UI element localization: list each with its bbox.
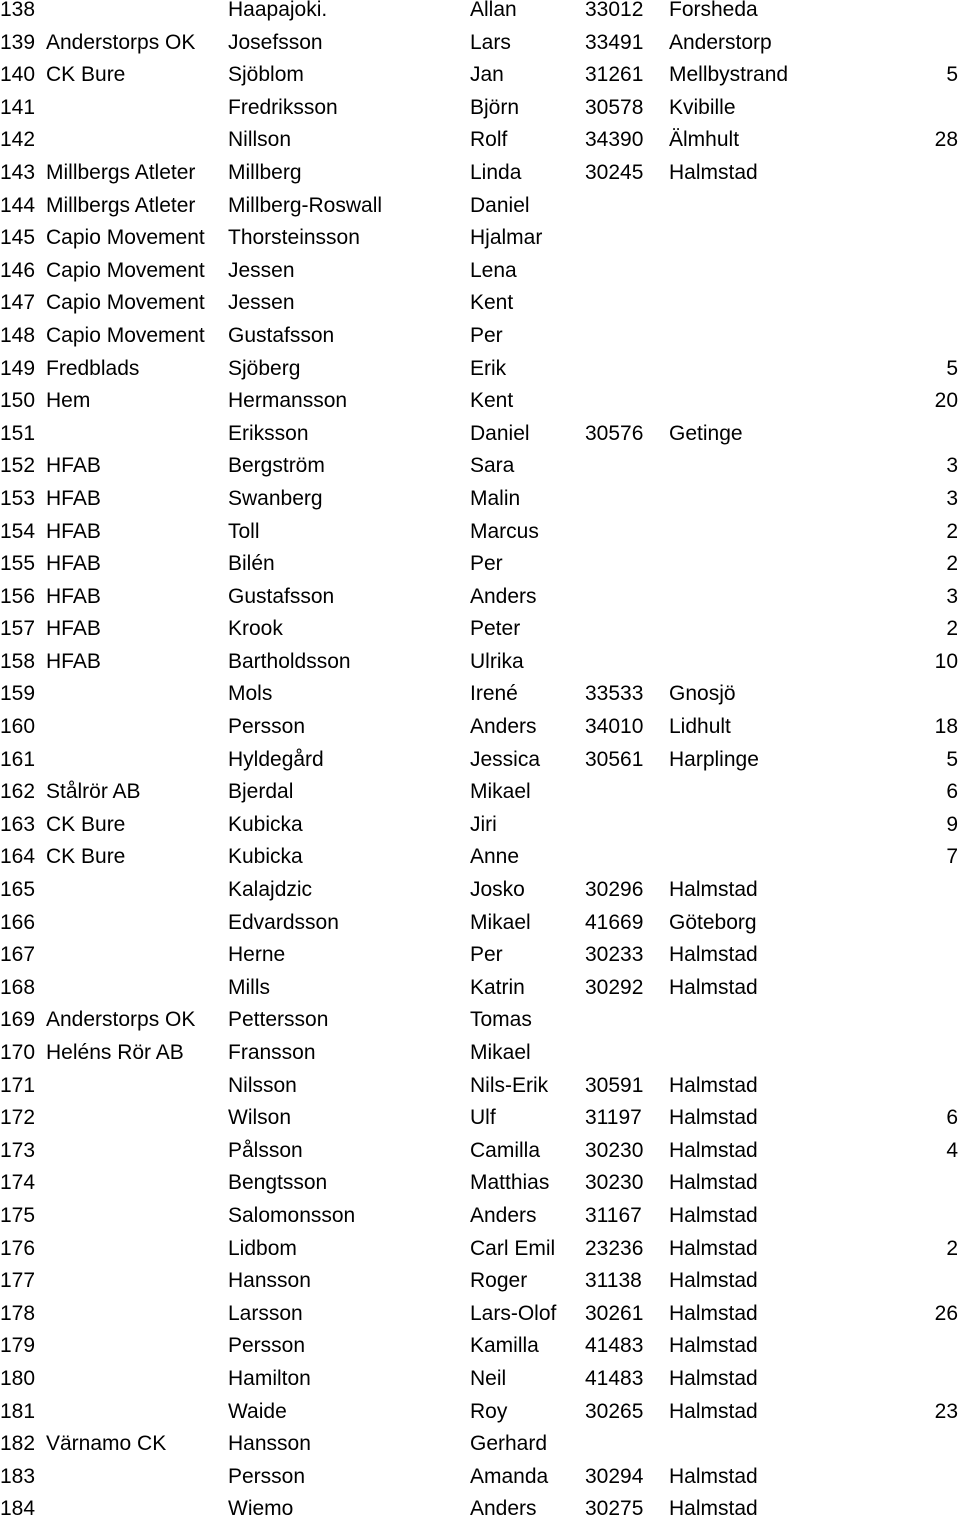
row-number: 155	[0, 552, 36, 576]
last-name: Hyldegård	[228, 747, 324, 771]
last-name: Kalajdzic	[228, 878, 313, 902]
last-name: Haapajoki.	[228, 0, 328, 21]
last-name: Pettersson	[228, 1008, 329, 1032]
city-name: Halmstad	[669, 1301, 758, 1325]
row-number: 139	[0, 30, 36, 54]
table-row	[0, 809, 960, 842]
first-name: Mikael	[470, 780, 531, 804]
extra-value: 2	[946, 617, 958, 641]
last-name: Persson	[228, 1464, 306, 1488]
extra-value: 3	[946, 486, 958, 510]
extra-value: 2	[946, 552, 958, 576]
table-row	[0, 450, 960, 483]
city-name: Halmstad	[669, 1399, 758, 1423]
row-number: 158	[0, 649, 36, 673]
club-name: HFAB	[46, 649, 101, 673]
table-row	[0, 841, 960, 874]
row-number: 144	[0, 193, 36, 217]
last-name: Sjöblom	[228, 63, 304, 87]
table-row	[0, 939, 960, 972]
last-name: Josefsson	[228, 30, 323, 54]
table-row	[0, 1004, 960, 1037]
table-row	[0, 1396, 960, 1429]
row-number: 148	[0, 323, 36, 347]
row-number: 156	[0, 584, 36, 608]
row-number: 175	[0, 1203, 36, 1227]
table-row	[0, 1493, 960, 1526]
row-number: 154	[0, 519, 36, 543]
table-row	[0, 124, 960, 157]
row-number: 162	[0, 780, 36, 804]
postal-code: 31138	[585, 1269, 642, 1293]
first-name: Lars-Olof	[470, 1301, 557, 1325]
table-row	[0, 1200, 960, 1233]
city-name: Halmstad	[669, 1106, 758, 1130]
city-name: Halmstad	[669, 1464, 758, 1488]
city-name: Halmstad	[669, 1203, 758, 1227]
first-name: Anders	[470, 1203, 537, 1227]
table-row	[0, 1265, 960, 1298]
row-number: 180	[0, 1366, 36, 1390]
row-number: 182	[0, 1432, 36, 1456]
club-name: HFAB	[46, 519, 101, 543]
table-row	[0, 287, 960, 320]
club-name: CK Bure	[46, 812, 126, 836]
table-row	[0, 744, 960, 777]
postal-code: 41483	[585, 1334, 644, 1358]
city-name: Forsheda	[669, 0, 758, 21]
city-name: Älmhult	[669, 128, 740, 152]
postal-code: 30561	[585, 747, 644, 771]
table-row	[0, 1461, 960, 1494]
row-number: 152	[0, 454, 36, 478]
city-name: Gnosjö	[669, 682, 736, 706]
table-row	[0, 483, 960, 516]
last-name: Larsson	[228, 1301, 303, 1325]
row-number: 177	[0, 1269, 36, 1293]
postal-code: 31197	[585, 1106, 642, 1130]
first-name: Peter	[470, 617, 521, 641]
last-name: Bartholdsson	[228, 649, 351, 673]
row-number: 184	[0, 1497, 36, 1521]
club-name: HFAB	[46, 617, 101, 641]
first-name: Jan	[470, 63, 504, 87]
first-name: Nils-Erik	[470, 1073, 549, 1097]
first-name: Per	[470, 323, 503, 347]
row-number: 153	[0, 486, 36, 510]
last-name: Waide	[228, 1399, 287, 1423]
first-name: Per	[470, 943, 503, 967]
row-number: 179	[0, 1334, 36, 1358]
city-name: Getinge	[669, 421, 743, 445]
extra-value: 7	[946, 845, 958, 869]
club-name: Fredblads	[46, 356, 140, 380]
row-number: 172	[0, 1106, 36, 1130]
first-name: Carl Emil	[470, 1236, 556, 1260]
last-name: Mols	[228, 682, 273, 706]
table-row	[0, 776, 960, 809]
postal-code: 33533	[585, 682, 644, 706]
first-name: Katrin	[470, 975, 525, 999]
city-name: Halmstad	[669, 975, 758, 999]
row-number: 157	[0, 617, 36, 641]
city-name: Halmstad	[669, 1171, 758, 1195]
table-row	[0, 1037, 960, 1070]
row-number: 147	[0, 291, 36, 315]
last-name: Edvardsson	[228, 910, 339, 934]
extra-value: 2	[946, 519, 958, 543]
row-number: 176	[0, 1236, 36, 1260]
first-name: Jessica	[470, 747, 541, 771]
club-name: HFAB	[46, 552, 101, 576]
postal-code: 30245	[585, 160, 644, 184]
club-name: CK Bure	[46, 63, 126, 87]
table-row	[0, 320, 960, 353]
last-name: Swanberg	[228, 486, 323, 510]
club-name: Värnamo CK	[46, 1432, 167, 1456]
table-row	[0, 27, 960, 60]
first-name: Anders	[470, 715, 537, 739]
table-row	[0, 874, 960, 907]
city-name: Kvibille	[669, 95, 736, 119]
table-row	[0, 1070, 960, 1103]
last-name: Sjöberg	[228, 356, 301, 380]
city-name: Halmstad	[669, 1497, 758, 1521]
first-name: Ulrika	[470, 649, 524, 673]
row-number: 141	[0, 95, 36, 119]
city-name: Halmstad	[669, 1366, 758, 1390]
club-name: HFAB	[46, 584, 101, 608]
table-row	[0, 516, 960, 549]
city-name: Göteborg	[669, 910, 757, 934]
last-name: Persson	[228, 1334, 306, 1358]
postal-code: 30233	[585, 943, 644, 967]
last-name: Fransson	[228, 1041, 316, 1064]
club-name: Capio Movement	[46, 323, 205, 347]
last-name: Hansson	[228, 1269, 311, 1293]
city-name: Halmstad	[669, 943, 758, 967]
postal-code: 30265	[585, 1399, 644, 1423]
row-number: 168	[0, 975, 36, 999]
row-number: 151	[0, 421, 36, 445]
last-name: Nilsson	[228, 1073, 297, 1097]
city-name: Anderstorp	[669, 30, 772, 54]
postal-code: 30292	[585, 975, 644, 999]
table-row	[0, 1363, 960, 1396]
last-name: Bilén	[228, 552, 275, 576]
last-name: Herne	[228, 943, 286, 967]
table-row	[0, 1167, 960, 1200]
postal-code: 34010	[585, 715, 644, 739]
first-name: Camilla	[470, 1138, 541, 1162]
postal-code: 23236	[585, 1236, 644, 1260]
last-name: Krook	[228, 617, 283, 641]
city-name: Halmstad	[669, 878, 758, 902]
postal-code: 33012	[585, 0, 644, 21]
extra-value: 18	[934, 715, 958, 739]
postal-code: 34390	[585, 128, 644, 152]
last-name: Hansson	[228, 1432, 311, 1456]
first-name: Daniel	[470, 193, 530, 217]
row-number: 140	[0, 63, 36, 87]
club-name: Capio Movement	[46, 226, 205, 250]
last-name: Kubicka	[228, 812, 303, 836]
postal-code: 30296	[585, 878, 644, 902]
row-number: 169	[0, 1008, 36, 1032]
city-name: Lidhult	[669, 715, 731, 739]
extra-value: 3	[946, 584, 958, 608]
first-name: Amanda	[470, 1464, 549, 1488]
extra-value: 26	[934, 1301, 958, 1325]
row-number: 150	[0, 389, 36, 413]
last-name: Thorsteinsson	[228, 226, 360, 250]
first-name: Neil	[470, 1366, 507, 1390]
last-name: Mills	[228, 975, 270, 999]
row-number: 159	[0, 682, 36, 706]
extra-value: 4	[946, 1138, 958, 1162]
extra-value: 3	[946, 454, 958, 478]
extra-value: 2	[946, 1236, 958, 1260]
club-name: Millbergs Atleter	[46, 193, 196, 217]
first-name: Lars	[470, 30, 511, 54]
first-name: Malin	[470, 486, 521, 510]
last-name: Kubicka	[228, 845, 303, 869]
extra-value: 5	[946, 747, 958, 771]
first-name: Daniel	[470, 421, 530, 445]
postal-code: 30591	[585, 1073, 644, 1097]
table-row	[0, 972, 960, 1005]
first-name: Kent	[470, 389, 514, 413]
table-row	[0, 581, 960, 614]
club-name: CK Bure	[46, 845, 126, 869]
first-name: Per	[470, 552, 503, 576]
last-name: Bergström	[228, 454, 325, 478]
first-name: Jiri	[470, 812, 497, 836]
row-number: 146	[0, 258, 36, 282]
first-name: Mikael	[470, 1041, 531, 1064]
last-name: Persson	[228, 715, 306, 739]
last-name: Salomonsson	[228, 1203, 356, 1227]
club-name: HFAB	[46, 454, 101, 478]
last-name: Eriksson	[228, 421, 309, 445]
extra-value: 23	[934, 1399, 958, 1423]
table-row	[0, 157, 960, 190]
table-row	[0, 1135, 960, 1168]
postal-code: 30578	[585, 95, 644, 119]
first-name: Lena	[470, 258, 517, 282]
row-number: 160	[0, 715, 36, 739]
row-number: 142	[0, 128, 36, 152]
postal-code: 41483	[585, 1366, 644, 1390]
first-name: Rolf	[470, 128, 508, 152]
row-number: 149	[0, 356, 36, 380]
table-row	[0, 0, 960, 27]
city-name: Halmstad	[669, 1073, 758, 1097]
row-number: 165	[0, 878, 36, 902]
city-name: Halmstad	[669, 1236, 758, 1260]
first-name: Kent	[470, 291, 514, 315]
table-row	[0, 418, 960, 451]
row-number: 181	[0, 1399, 36, 1423]
table-row	[0, 1233, 960, 1266]
extra-value: 10	[934, 649, 958, 673]
table-row	[0, 711, 960, 744]
last-name: Gustafsson	[228, 323, 335, 347]
club-name: Stålrör AB	[46, 780, 141, 804]
first-name: Allan	[470, 0, 517, 21]
extra-value: 6	[946, 780, 958, 804]
table-row	[0, 1428, 960, 1461]
first-name: Matthias	[470, 1171, 550, 1195]
row-number: 178	[0, 1301, 36, 1325]
last-name: Bjerdal	[228, 780, 294, 804]
row-number: 163	[0, 812, 36, 836]
club-name: Hem	[46, 389, 91, 413]
city-name: Halmstad	[669, 1269, 758, 1293]
table-row	[0, 646, 960, 679]
postal-code: 41669	[585, 910, 644, 934]
row-number: 166	[0, 910, 36, 934]
row-number: 143	[0, 160, 36, 184]
row-number: 138	[0, 0, 36, 21]
extra-value: 5	[946, 356, 958, 380]
first-name: Gerhard	[470, 1432, 548, 1456]
row-number: 183	[0, 1464, 36, 1488]
first-name: Irené	[470, 682, 518, 706]
postal-code: 30230	[585, 1171, 644, 1195]
table-row	[0, 548, 960, 581]
table-row	[0, 190, 960, 223]
table-row	[0, 59, 960, 92]
row-number: 167	[0, 943, 36, 967]
extra-value: 9	[946, 812, 958, 836]
first-name: Mikael	[470, 910, 531, 934]
row-number: 171	[0, 1073, 36, 1097]
postal-code: 31167	[585, 1203, 642, 1227]
table-row	[0, 255, 960, 288]
city-name: Halmstad	[669, 1334, 758, 1358]
last-name: Pålsson	[228, 1138, 303, 1162]
city-name: Halmstad	[669, 160, 758, 184]
postal-code: 30275	[585, 1497, 644, 1521]
first-name: Hjalmar	[470, 226, 543, 250]
last-name: Jessen	[228, 291, 295, 315]
last-name: Lidbom	[228, 1236, 297, 1260]
club-name: Heléns Rör AB	[46, 1041, 184, 1064]
last-name: Hamilton	[228, 1366, 311, 1390]
postal-code: 30230	[585, 1138, 644, 1162]
club-name: Capio Movement	[46, 258, 205, 282]
first-name: Kamilla	[470, 1334, 539, 1358]
first-name: Sara	[470, 454, 515, 478]
first-name: Josko	[470, 878, 525, 902]
row-number: 174	[0, 1171, 36, 1195]
postal-code: 30261	[585, 1301, 644, 1325]
first-name: Erik	[470, 356, 507, 380]
table-row	[0, 353, 960, 386]
last-name: Hermansson	[228, 389, 348, 413]
first-name: Marcus	[470, 519, 539, 543]
last-name: Jessen	[228, 258, 295, 282]
extra-value: 6	[946, 1106, 958, 1130]
table-row	[0, 678, 960, 711]
first-name: Linda	[470, 160, 522, 184]
first-name: Roger	[470, 1269, 528, 1293]
club-name: Millbergs Atleter	[46, 160, 196, 184]
postal-code: 31261	[585, 63, 644, 87]
postal-code: 33491	[585, 30, 644, 54]
club-name: Anderstorps OK	[46, 1008, 196, 1032]
last-name: Bengtsson	[228, 1171, 328, 1195]
city-name: Harplinge	[669, 747, 759, 771]
city-name: Mellbystrand	[669, 63, 789, 87]
last-name: Wiemo	[228, 1497, 294, 1521]
extra-value: 5	[946, 63, 958, 87]
table-row	[0, 1298, 960, 1331]
postal-code: 30294	[585, 1464, 644, 1488]
first-name: Björn	[470, 95, 520, 119]
first-name: Roy	[470, 1399, 508, 1423]
row-number: 170	[0, 1041, 36, 1064]
city-name: Halmstad	[669, 1138, 758, 1162]
first-name: Ulf	[470, 1106, 496, 1130]
first-name: Tomas	[470, 1008, 532, 1032]
first-name: Anne	[470, 845, 520, 869]
table-row	[0, 92, 960, 125]
club-name: Anderstorps OK	[46, 30, 196, 54]
table-row	[0, 222, 960, 255]
table-row	[0, 613, 960, 646]
club-name: Capio Movement	[46, 291, 205, 315]
club-name: HFAB	[46, 486, 101, 510]
extra-value: 20	[934, 389, 958, 413]
first-name: Anders	[470, 584, 537, 608]
last-name: Wilson	[228, 1106, 292, 1130]
row-number: 173	[0, 1138, 36, 1162]
table-row	[0, 907, 960, 940]
row-number: 145	[0, 226, 36, 250]
table-row	[0, 1330, 960, 1363]
extra-value: 28	[934, 128, 958, 152]
table-row	[0, 385, 960, 418]
postal-code: 30576	[585, 421, 644, 445]
last-name: Nillson	[228, 128, 292, 152]
last-name: Fredriksson	[228, 95, 338, 119]
last-name: Gustafsson	[228, 584, 335, 608]
last-name: Millberg	[228, 160, 302, 184]
last-name: Millberg-Roswall	[228, 193, 383, 217]
table-row	[0, 1102, 960, 1135]
last-name: Toll	[228, 519, 260, 543]
row-number: 161	[0, 747, 36, 771]
first-name: Anders	[470, 1497, 537, 1521]
row-number: 164	[0, 845, 36, 869]
